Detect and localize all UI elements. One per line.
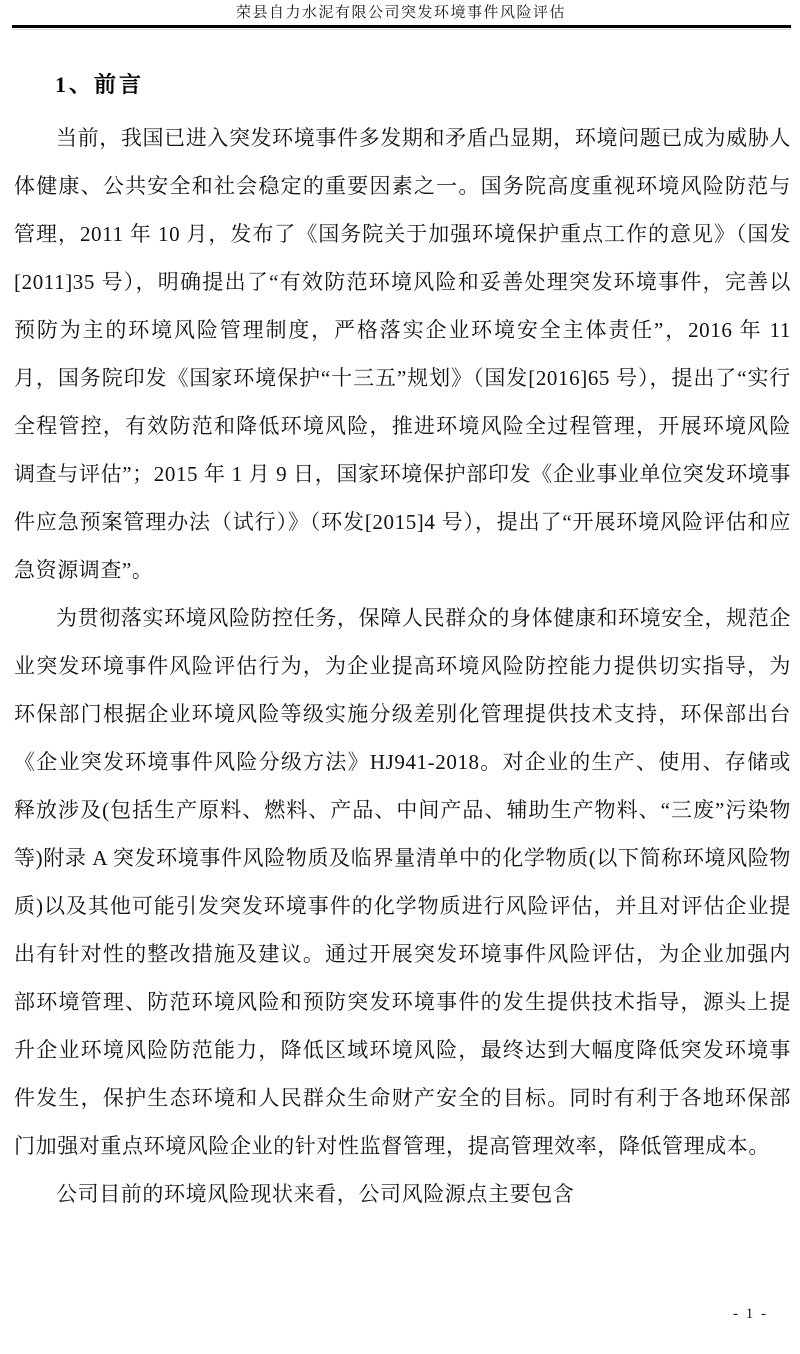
paragraph-assessment-purpose: 为贯彻落实环境风险防控任务，保障人民群众的身体健康和环境安全，规范企业突发环境事件风险评估行为，为企业提高环境风险防控能力提供切实指导，为环保部门根据企业环境风险等级实施分级差别化管理提供技术支持，环保部出台《企业突发环境事件风险分级方法》HJ941-2018。对企业的生产、使用、存储或释放涉及(包括生产原料、燃料、产品、中间产品、辅助生产物料、“三废”污染物等)附录 A 突发环境事件风险物质及临界量清单中的化学物质(以下简称环境风险物质)以及其他可能引发突发环境事件的化学物质进行风险评估，并且对评估企业提出有针对性的整改措施及建议。通过开展突发环境事件风险评估，为企业加强内部环境管理、防范环境风险和预防突发环境事件的发生提供技术指导，源头上提升企业环境风险防范能力，降低区域环境风险，最终达到大幅度降低突发环境事件发生，保护生态环境和人民群众生命财产安全的目标。同时有利于各地环保部门加强对重点环境风险企业的针对性监督管理，提高管理效率，降低管理成本。 (14, 606, 791, 1158)
header-title: 荣县自力水泥有限公司突发环境事件风险评估 (235, 5, 566, 21)
page-header (12, 4, 790, 22)
header-rule-shadow (12, 29, 791, 30)
header-rule (12, 25, 791, 28)
paragraph-company-risk-status: 公司目前的环境风险现状来看，公司风险源点主要包含 (56, 1182, 575, 1206)
page-number: - 1 - (733, 1306, 768, 1322)
section-heading: 1、前言 (55, 72, 145, 97)
document-body (14, 70, 791, 1218)
paragraph-intro-policy: 当前，我国已进入突发环境事件多发期和矛盾凸显期，环境问题已成为威胁人体健康、公共安全和社会稳定的重要因素之一。国务院高度重视环境风险防范与管理，2011 年 10 月，发布了《国务院关于加强环境保护重点工作的意见》（国发[2011]35 号），明确提出了“有效防范环境风险和妥善处理突发环境事件，完善以预防为主的环境风险管理制度，严格落实企业环境安全主体责任”，2016 年 11 月，国务院印发《国家环境保护“十三五”规划》（国发[2016]65 号），提出了“实行全程管控，有效防范和降低环境风险，推进环境风险全过程管理，开展环境风险调查与评估”；2015 年 1 月 9 日，国家环境保护部印发《企业事业单位突发环境事件应急预案管理办法（试行）》（环发[2015]4 号），提出了“开展环境风险评估和应急资源调查”。 (14, 126, 791, 582)
